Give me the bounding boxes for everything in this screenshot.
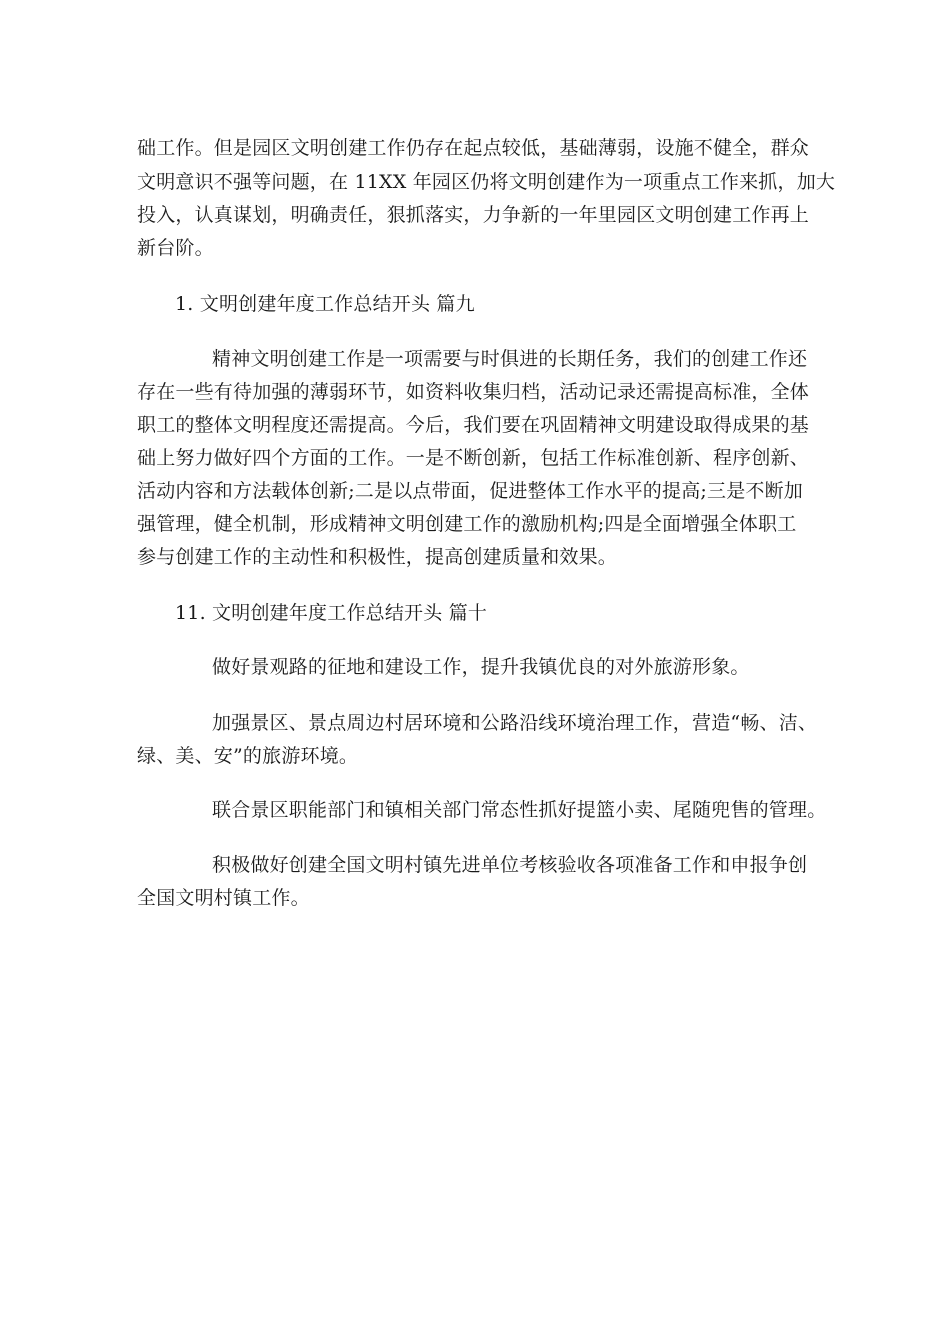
paragraph-line: 活动内容和方法载体创新;二是以点带面，促进整体工作水平的提高;三是不断加 [137, 480, 804, 502]
paragraph-line: 积极做好创建全国文明村镇先进单位考核验收各项准备工作和申报争创 [212, 854, 808, 876]
paragraph-line: 绿、美、安”的旅游环境。 [137, 745, 359, 767]
paragraph-line: 全国文明村镇工作。 [137, 887, 310, 909]
paragraph-line: 职工的整体文明程度还需提高。今后，我们要在巩固精神文明建设取得成果的基 [137, 414, 810, 436]
paragraph-10c: 联合景区职能部门和镇相关部门常态性抓好提篮小卖、尾随兜售的管理。 [212, 799, 827, 821]
section-heading-10: 11. 文明创建年度工作总结开头 篇十 [175, 602, 488, 624]
paragraph-line: 新台阶。 [137, 237, 214, 259]
paragraph-line: 础上努力做好四个方面的工作。一是不断创新，包括工作标准创新、程序创新、 [137, 447, 810, 469]
paragraph-10a: 做好景观路的征地和建设工作，提升我镇优良的对外旅游形象。 [212, 656, 750, 678]
paragraph-line: 投入，认真谋划，明确责任，狠抓落实，力争新的一年里园区文明创建工作再上 [137, 204, 810, 226]
paragraph-line: 础工作。但是园区文明创建工作仍存在起点较低，基础薄弱，设施不健全，群众 [137, 137, 810, 159]
paragraph-line: 参与创建工作的主动性和积极性，提高创建质量和效果。 [137, 546, 618, 568]
section-heading-9: 1. 文明创建年度工作总结开头 篇九 [175, 293, 475, 315]
paragraph-line: 存在一些有待加强的薄弱环节，如资料收集归档，活动记录还需提高标准，全体 [137, 381, 810, 403]
paragraph-line: 强管理，健全机制，形成精神文明创建工作的激励机构;四是全面增强全体职工 [137, 513, 797, 535]
paragraph-line: 精神文明创建工作是一项需要与时俱进的长期任务，我们的创建工作还 [212, 348, 808, 370]
paragraph-line: 文明意识不强等问题，在 11XX 年园区仍将文明创建作为一项重点工作来抓，加大 [137, 171, 836, 193]
paragraph-line: 加强景区、景点周边村居环境和公路沿线环境治理工作，营造“畅、洁、 [212, 712, 818, 734]
